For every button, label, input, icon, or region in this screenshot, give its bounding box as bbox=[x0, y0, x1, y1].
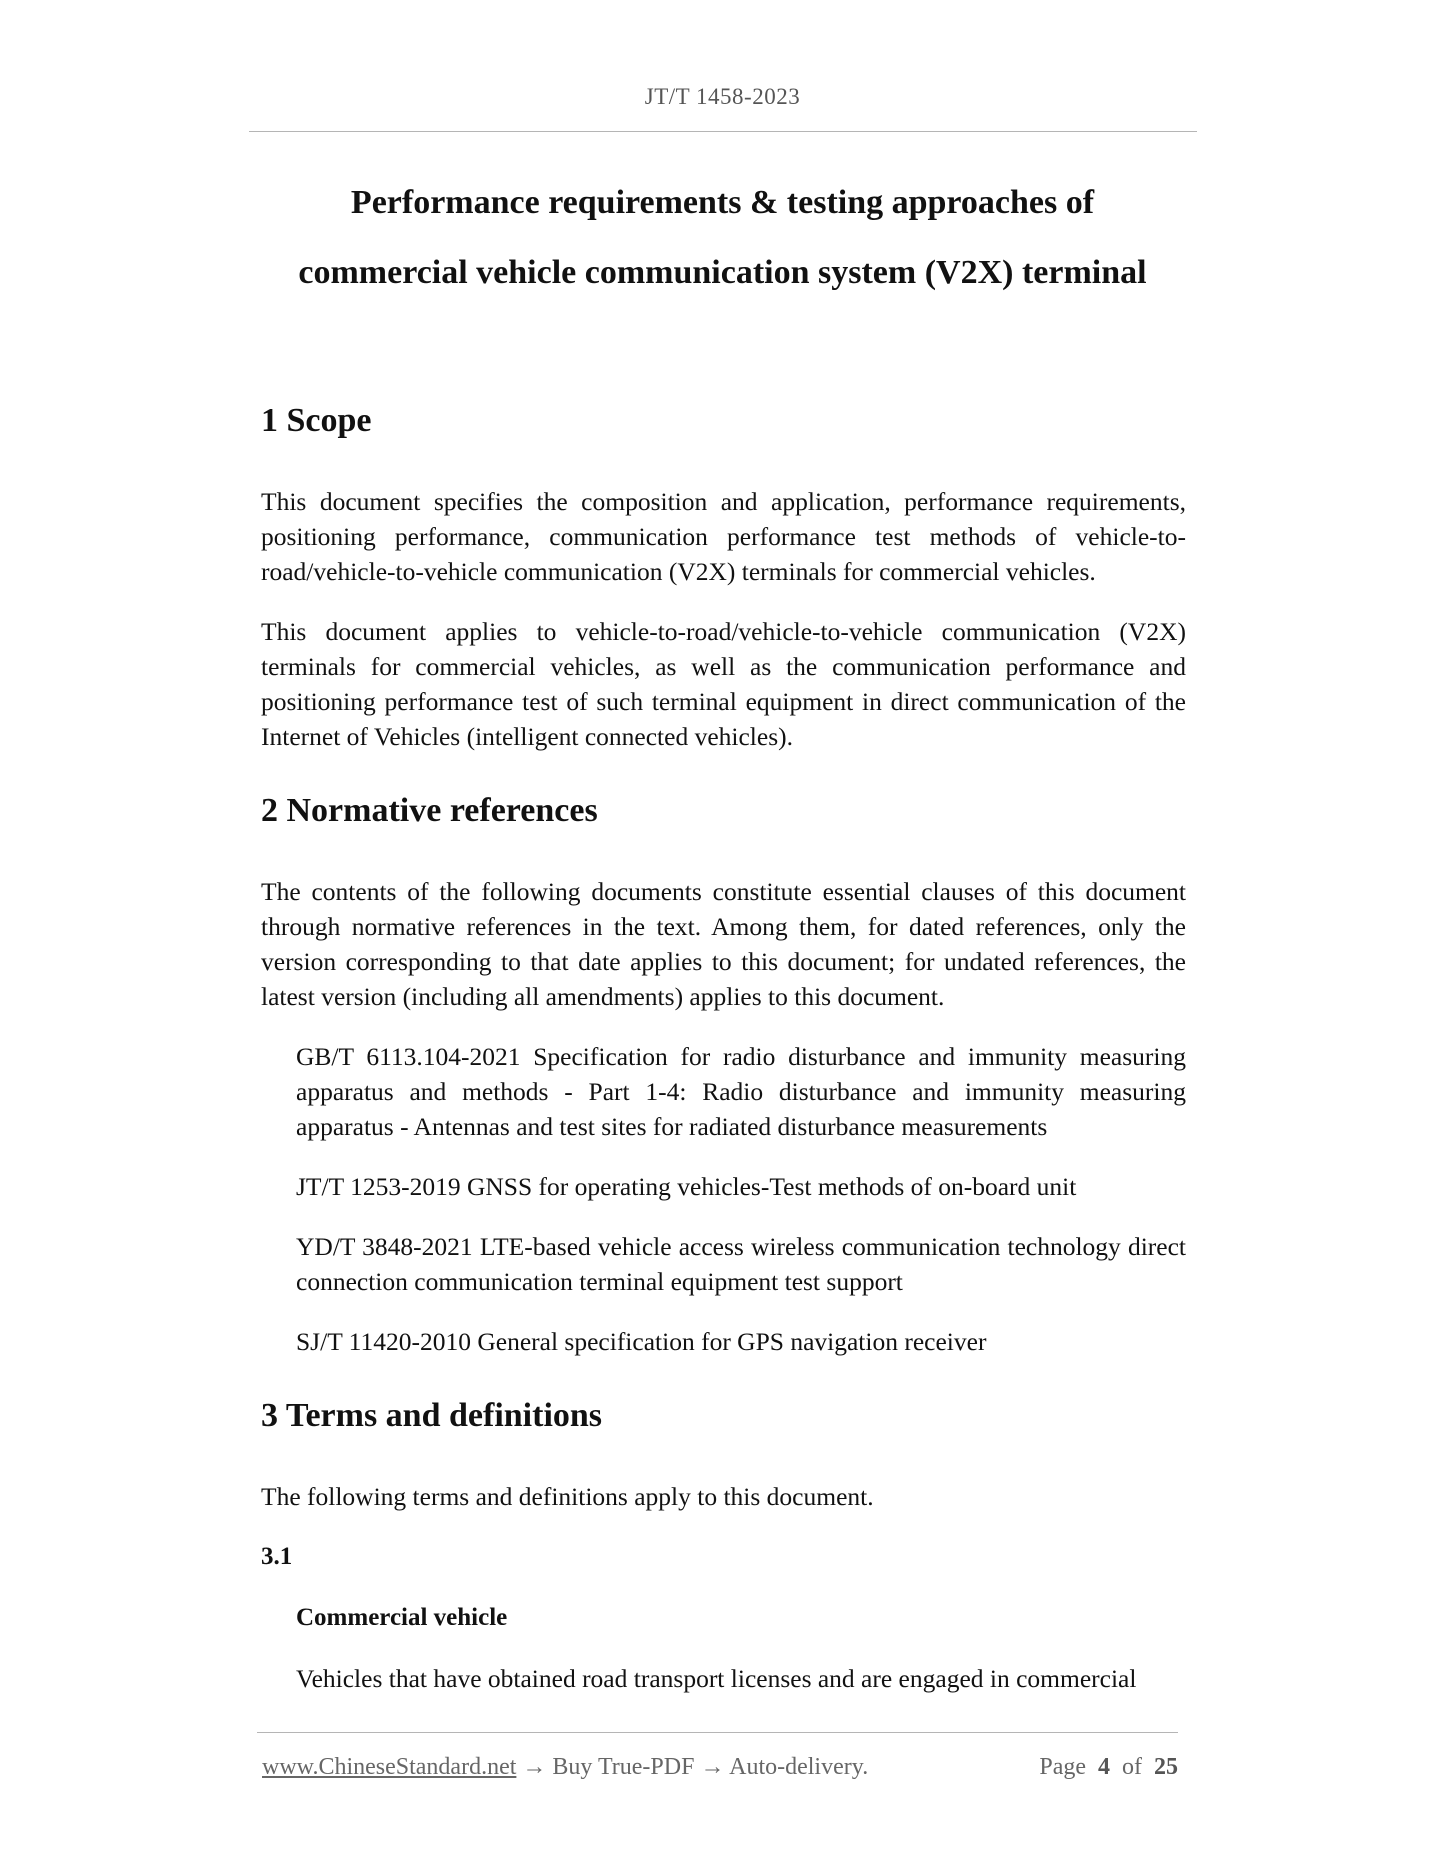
reference-item: JT/T 1253-2019 GNSS for operating vehicles-Test methods of on-board unit bbox=[296, 1172, 1077, 1201]
document-title bbox=[200, 168, 1245, 308]
section-heading-scope: 1 Scope bbox=[261, 402, 372, 439]
title-line-1: Performance requirements & testing approaches of bbox=[350, 184, 1095, 221]
page-total: 25 bbox=[1154, 1754, 1178, 1780]
reference-item: YD/T 3848-2021 LTE-based vehicle access wireless communication technology direct connection communication terminal equipment test support bbox=[296, 1232, 1186, 1296]
header-rule bbox=[249, 131, 1197, 132]
page-label: Page bbox=[1039, 1754, 1086, 1780]
section-heading-terms-definitions: 3 Terms and definitions bbox=[261, 1397, 603, 1434]
footer-tagline: → Buy True-PDF → Auto-delivery. bbox=[516, 1754, 869, 1780]
section-heading-normative-references: 2 Normative references bbox=[261, 792, 598, 829]
term-definition: Vehicles that have obtained road transport licenses and are engaged in commercial bbox=[296, 1664, 1137, 1693]
scope-paragraph-1: This document specifies the composition and application, performance requirements, positioning performance, communication performance test methods of vehicle-to-road/vehicle-to-vehicle communication (V2X) terminals for commercial vehicles. bbox=[261, 487, 1186, 586]
title-line-2: commercial vehicle communication system (V2X) terminal bbox=[298, 254, 1147, 291]
footer-rule bbox=[257, 1732, 1178, 1733]
reference-item: GB/T 6113.104-2021 Specification for radio disturbance and immunity measuring apparatus and methods - Part 1-4: Radio disturbance and immunity measuring apparatus - Antennas and test sites for radiated disturbance measurements bbox=[296, 1042, 1186, 1141]
normative-intro: The contents of the following documents constitute essential clauses of this document through normative references in the text. Among them, for dated references, only the version corresponding to that date applies to this document; for undated references, the latest version (including all amendments) applies to this document. bbox=[261, 877, 1186, 1011]
terms-intro: The following terms and definitions apply to this document. bbox=[261, 1482, 874, 1511]
scope-paragraph-2: This document applies to vehicle-to-road/vehicle-to-vehicle communication (V2X) terminals for commercial vehicles, as well as the communication performance and positioning performance test of such terminal equipment in direct communication of the Internet of Vehicles (intelligent connected vehicles). bbox=[261, 617, 1186, 751]
document-body bbox=[261, 398, 1186, 1721]
page-indicator bbox=[1039, 1750, 1178, 1784]
header-code: JT/T 1458-2023 bbox=[644, 84, 801, 109]
page-current: 4 bbox=[1098, 1754, 1110, 1780]
page-of: of bbox=[1122, 1754, 1142, 1780]
term-number: 3.1 bbox=[261, 1543, 293, 1570]
website-link[interactable]: www.ChineseStandard.net bbox=[262, 1754, 517, 1780]
reference-item: SJ/T 11420-2010 General specification for GPS navigation receiver bbox=[296, 1327, 987, 1356]
footer bbox=[262, 1750, 1178, 1784]
term-name: Commercial vehicle bbox=[296, 1604, 508, 1631]
